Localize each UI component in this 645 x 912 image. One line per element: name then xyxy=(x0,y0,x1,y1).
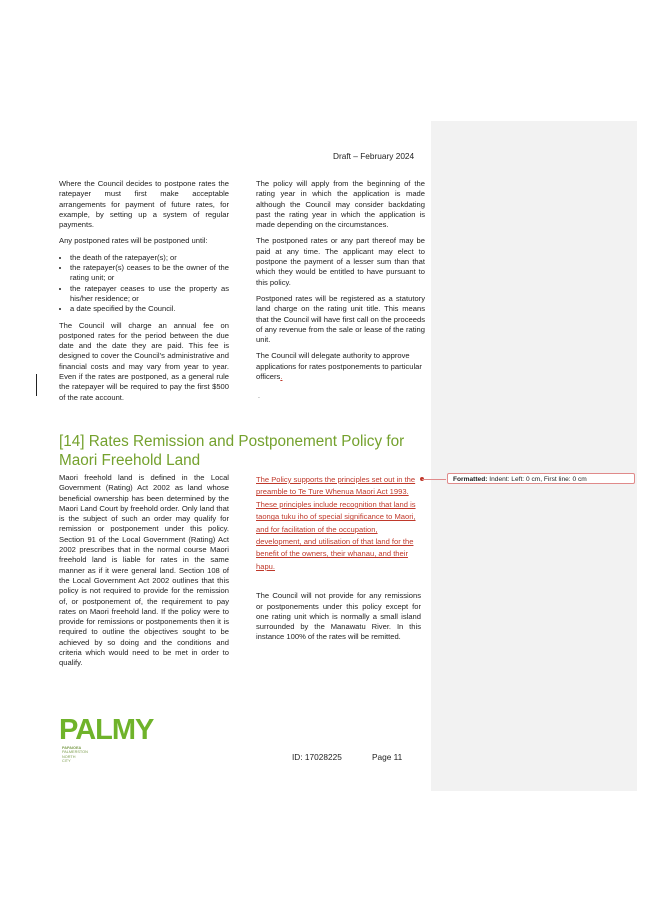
logo-subtext xyxy=(62,746,153,764)
logo-subline: PAPAIOEA xyxy=(62,746,82,750)
document-id: ID: 17028225 xyxy=(292,752,342,762)
stray-mark: . xyxy=(258,393,260,400)
section-left-column xyxy=(59,473,229,675)
logo-subline: PALMERSTON xyxy=(62,750,88,755)
left-column xyxy=(59,179,229,409)
paragraph: Maori freehold land is defined in the Local Government (Rating) Act 2002 as land whose beneficial ownership has been determined by the Maori Land Court by freehold order. Only land that is the subject of such an order may qualify for remission or postponement under this policy. Section 91 of the Local Government (Rating) Act 2002 prescribes that in the normal course Maori freehold land is liable for rates in the same manner as if it were general land. Section 108 of the Local Government Act 2002 outlines that this policy is not required to provide for the remission of, or postponement of, the requirement to pay rates on Maori freehold land. If the policy were to provide for remissions or postponements then it is required to outline the objectives sought to be achieved by so doing and the conditions and criteria which would need to be met in order to qualify. xyxy=(59,473,229,668)
logo-subline: CITY xyxy=(62,759,71,764)
logo-wordmark: PALMY xyxy=(59,714,154,746)
palmy-logo xyxy=(59,716,153,764)
paragraph: The postponed rates or any part thereof may be paid at any time. The applicant may elect to postpone the payment of a lesser sum than that which they would be entitled to have pursuant to this policy. xyxy=(256,236,425,287)
paragraph: The policy will apply from the beginning of the rating year in which the application is made although the Council may consider backdating past the rating year in which the application is made depending on the circumstances. xyxy=(256,179,425,230)
list-item: • the ratepayer ceases to use the property as his/her residence; or xyxy=(70,284,229,305)
right-column xyxy=(256,179,425,388)
paragraph: Postponed rates will be registered as a statutory land charge on the rating unit title. This means that the Council will have first call on the proceeds of any revenue from the sale or lease of the rating unit. xyxy=(256,293,425,345)
formatting-comment[interactable] xyxy=(447,473,635,484)
inserted-paragraph: The Policy supports the principles set out in the preamble to Te Ture Whenua Maori Act 1993. These principles include recognition that land is taonga tuku iho of special significance to Maori, and for facilitation of the occupation, development, and utilisation of that land for the benefit of the owners, their whanau, and their hapu. xyxy=(256,475,416,571)
markup-pane xyxy=(431,121,637,791)
paragraph xyxy=(256,351,425,382)
list-item: • the ratepayer(s) ceases to be the owner of the rating unit; or xyxy=(70,263,229,284)
list-item: • the death of the ratepayer(s); or xyxy=(70,253,229,263)
paragraph: Where the Council decides to postpone rates the ratepayer must first make acceptable arrangements for payment of future rates, for example, by setting up a system of regular payments. xyxy=(59,179,229,230)
paragraph: The Council will not provide for any remissions or postponements under this policy except for one rating unit which is normally a small island surrounded by the Manawatu River. In this instance 100% of the rates will be remitted. xyxy=(256,591,421,642)
paragraph-text: The Council will delegate authority to approve applications for rates postponements to particular officers xyxy=(256,351,422,382)
comment-text: Indent: Left: 0 cm, First line: 0 cm xyxy=(489,476,587,483)
logo-subline: NORTH xyxy=(62,754,76,759)
change-bar xyxy=(36,374,37,396)
page-number: Page 11 xyxy=(372,752,403,762)
inserted-text: . xyxy=(280,372,283,382)
draft-header: Draft – February 2024 xyxy=(333,151,415,161)
bullet-list xyxy=(59,253,229,315)
list-item: • a date specified by the Council. xyxy=(70,304,229,314)
section-right-column xyxy=(256,474,421,649)
comment-connector xyxy=(422,479,446,480)
paragraph: The Council will charge an annual fee on postponed rates for the period between the due date and the date they are paid. This fee is designed to cover the Council’s administrative and financial costs and may vary from year to year. Even if the rates are postponed, as a general rule the ratepayer will be required to pay the first $500 of the rate account. xyxy=(59,320,229,402)
paragraph: Any postponed rates will be postponed until: xyxy=(59,236,208,246)
section-heading: [14] Rates Remission and Postponement Policy for Maori Freehold Land xyxy=(59,433,405,469)
comment-label: Formatted: xyxy=(453,476,488,483)
